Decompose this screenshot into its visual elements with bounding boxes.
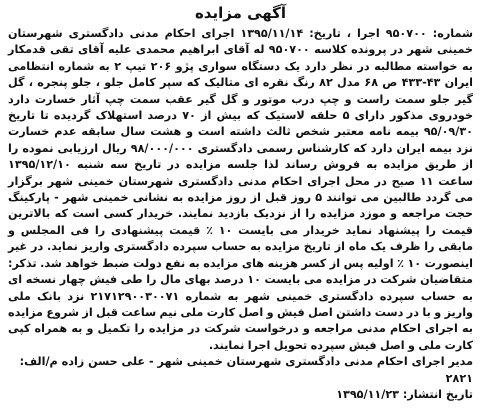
notice-signature: مدیر اجرای احکام مدنی دادگستری شهرستان خمینی شهر - علی حسن زاده م/الف: ۲۸۲۱ <box>19 355 473 385</box>
notice-body: شماره: ۹۵۰۷۰۰ اجرا ، تاریخ: ۱۳۹۵/۱۱/۱۴ اجرای احکام مدنی دادگستری شهرستان خمینی شهر در پرونده کلاسه ۹۵۰۷۰۰ له آقای ابراهیم محمدی علیه آقای تقی قدمکار به خواسته مطالبه در نظر دارد یک دستگاه سواری پژو ۲۰۶ تیپ ۲ به شماره انتظامی ایران ۴۳-۴۳۳ ص ۶۸ مدل ۸۲ رنگ نقره ای متالیک که سپر کامل جلو ، جلو پنجره ، گل گیر جلو سمت راست و چپ درب موتور و گل گیر عقب سمت چپ آثار خسارت دارد خودروی مذکور دارای ۵ حلقه لاستیک که بیش از ۷۰ درصد استهلاک گردیده تا تاریخ ۹۵/۰۹/۳۰ بیمه نامه معتبر شخص ثالث داشته است و هشت سال سابقه عدم خسارت نزد بیمه ایران دارد که کارشناس رسمی دادگستری ۹۸/۰۰۰/۰۰۰ ریال ارزیابی نموده را از طریق مزایده به فروش رساند لذا جلسه مزایده در تاریخ سه شنبه ۱۳۹۵/۱۲/۱۰ ساعت ۱۱ صبح در محل اجرای احکام مدنی دادگستری شهرستان خمینی شهر برگزار می گردد طالبین می توانند ۵ روز قبل از روز مزایده به نشانی خمینی شهر - پارکینگ حجت مراجعه و موزد مزایده را از نزدیک بازدید نمایند. خریدار کسی است که بالاترین قیمت را پیشنهاد نماید خریدار می بایست ۱۰ ٪ قیمت پیشنهادی را فی المجلس و مابقی را ظرف یک ماه از تاریخ مزایده به حساب سپرده دادگستری واریز نماید. در غیر اینصورت ۱۰ ٪ اولیه پس از کسر هزینه های مزایده به نفع دولت ضبط خواهد شد. تذکر: متقاضیان شرکت در مزایده می بایست ۱۰ درصد بهای مال را طی فیش چهار نسخه ای به حساب سپرده دادگستری خمینی شهر به شماره ۲۱۷۱۲۹۰۰۳۰۰۷۱ نزد بانک ملی واریز و با در دست داشتن اصل فیش و اصل کارت ملی نیم ساعت قبل از شروع مزایده به اجرای احکام مدنی مراجعه و درخواست شرکت در مزایده را تکمیل و به همراه کپی کارت ملی و اصل فیش سپرده تحویل اجرا نمایند. <box>8 27 474 352</box>
publish-date: تاریخ انتشار: ۱۳۹۵/۱۱/۲۳ <box>336 387 473 401</box>
notice-title: آگهی مزایده <box>194 4 287 22</box>
